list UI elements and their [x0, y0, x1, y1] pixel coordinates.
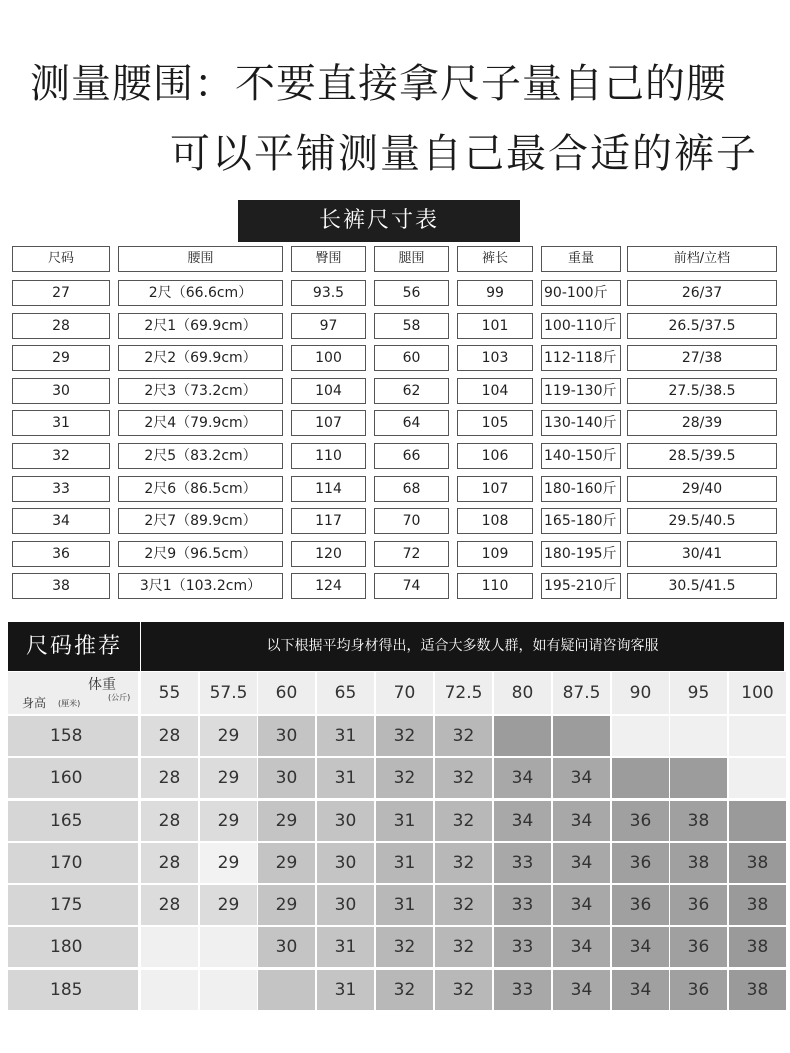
recommended-size-cell: 34 — [553, 885, 610, 925]
size-cell-length: 101 — [457, 313, 533, 339]
size-cell-weight: 140-150斤 — [541, 443, 621, 469]
size-cell-thigh: 72 — [374, 541, 449, 567]
recommended-size-cell: 32 — [435, 970, 492, 1010]
recommended-size-cell: 36 — [612, 843, 669, 883]
recommended-size-cell: 34 — [494, 801, 551, 841]
size-cell-size: 27 — [12, 280, 110, 306]
recommended-size-cell — [729, 716, 786, 756]
recommended-size-cell: 38 — [729, 885, 786, 925]
recommended-size-cell: 32 — [376, 970, 433, 1010]
size-cell-hip: 120 — [291, 541, 366, 567]
recommended-size-cell — [612, 716, 669, 756]
size-cell-size: 32 — [12, 443, 110, 469]
size-cell-size: 34 — [12, 508, 110, 534]
size-cell-size: 38 — [12, 573, 110, 599]
size-cell-waist: 3尺1（103.2cm） — [118, 573, 283, 599]
size-cell-weight: 112-118斤 — [541, 345, 621, 371]
recommended-size-cell: 32 — [435, 885, 492, 925]
recommended-size-cell: 30 — [258, 758, 315, 798]
weight-column-header: 80 — [494, 672, 551, 714]
recommended-size-cell: 33 — [494, 885, 551, 925]
recommended-size-cell: 38 — [729, 970, 786, 1010]
recommended-size-cell: 29 — [200, 758, 257, 798]
recommended-size-cell: 38 — [729, 927, 786, 967]
size-cell-rise: 30/41 — [627, 541, 777, 567]
recommended-size-cell: 36 — [612, 885, 669, 925]
recommended-size-cell — [729, 801, 786, 841]
size-cell-hip: 97 — [291, 313, 366, 339]
recommended-size-cell: 34 — [553, 843, 610, 883]
recommended-size-cell: 36 — [612, 801, 669, 841]
size-cell-weight: 165-180斤 — [541, 508, 621, 534]
recommended-size-cell: 32 — [435, 843, 492, 883]
recommended-size-cell: 28 — [141, 885, 198, 925]
size-cell-hip: 100 — [291, 345, 366, 371]
size-cell-waist: 2尺6（86.5cm） — [118, 476, 283, 502]
recommended-size-cell: 29 — [200, 801, 257, 841]
size-cell-rise: 28/39 — [627, 410, 777, 436]
size-cell-length: 99 — [457, 280, 533, 306]
recommended-size-cell: 36 — [670, 970, 727, 1010]
weight-column-header: 57.5 — [200, 672, 257, 714]
size-cell-weight: 90-100斤 — [541, 280, 621, 306]
recommended-size-cell: 34 — [553, 758, 610, 798]
recommended-size-cell: 33 — [494, 927, 551, 967]
recommended-size-cell: 28 — [141, 758, 198, 798]
recommended-size-cell: 32 — [376, 927, 433, 967]
size-cell-rise: 27.5/38.5 — [627, 378, 777, 404]
size-cell-hip: 110 — [291, 443, 366, 469]
size-cell-rise: 26.5/37.5 — [627, 313, 777, 339]
size-cell-waist: 2尺（66.6cm） — [118, 280, 283, 306]
size-header-length: 裤长 — [457, 246, 533, 272]
size-cell-size: 33 — [12, 476, 110, 502]
size-recommend-note: 以下根据平均身材得出，适合大多数人群，如有疑问请咨询客服 — [141, 622, 784, 671]
weight-column-header: 70 — [376, 672, 433, 714]
recommended-size-cell: 31 — [376, 801, 433, 841]
recommended-size-cell: 32 — [376, 758, 433, 798]
recommended-size-cell: 29 — [200, 716, 257, 756]
weight-unit-label: (公斤) — [108, 693, 131, 702]
size-cell-thigh: 70 — [374, 508, 449, 534]
size-cell-hip: 104 — [291, 378, 366, 404]
recommended-size-cell: 30 — [317, 801, 374, 841]
size-cell-length: 104 — [457, 378, 533, 404]
recommended-size-cell: 36 — [670, 927, 727, 967]
recommended-size-cell: 30 — [258, 927, 315, 967]
recommended-size-cell: 34 — [612, 927, 669, 967]
weight-column-header: 87.5 — [553, 672, 610, 714]
recommended-size-cell — [670, 716, 727, 756]
size-cell-size: 31 — [12, 410, 110, 436]
size-cell-weight: 130-140斤 — [541, 410, 621, 436]
size-cell-size: 36 — [12, 541, 110, 567]
size-header-size: 尺码 — [12, 246, 110, 272]
recommended-size-cell: 36 — [670, 885, 727, 925]
size-header-weight: 重量 — [541, 246, 621, 272]
size-cell-thigh: 60 — [374, 345, 449, 371]
recommended-size-cell: 29 — [258, 885, 315, 925]
size-cell-rise: 30.5/41.5 — [627, 573, 777, 599]
size-cell-size: 28 — [12, 313, 110, 339]
height-row-header: 160 — [8, 758, 138, 798]
size-cell-waist: 2尺2（69.9cm） — [118, 345, 283, 371]
size-cell-rise: 29/40 — [627, 476, 777, 502]
size-cell-length: 105 — [457, 410, 533, 436]
headline-flat-measure-tip: 可以平铺测量自己最合适的裤子 — [170, 131, 758, 177]
weight-axis-label: 体重 — [88, 677, 116, 693]
recommended-size-cell: 32 — [435, 801, 492, 841]
size-recommend-title: 尺码推荐 — [8, 622, 140, 671]
recommended-size-cell — [258, 970, 315, 1010]
size-cell-rise: 28.5/39.5 — [627, 443, 777, 469]
size-cell-thigh: 64 — [374, 410, 449, 436]
size-cell-size: 29 — [12, 345, 110, 371]
size-cell-weight: 119-130斤 — [541, 378, 621, 404]
weight-column-header: 60 — [258, 672, 315, 714]
recommended-size-cell — [141, 970, 198, 1010]
weight-column-header: 72.5 — [435, 672, 492, 714]
recommended-size-cell: 38 — [670, 801, 727, 841]
recommended-size-cell: 31 — [317, 758, 374, 798]
height-row-header: 180 — [8, 927, 138, 967]
recommended-size-cell: 28 — [141, 716, 198, 756]
recommended-size-cell: 31 — [317, 970, 374, 1010]
recommended-size-cell: 28 — [141, 843, 198, 883]
size-cell-length: 110 — [457, 573, 533, 599]
height-row-header: 165 — [8, 801, 138, 841]
recommended-size-cell: 29 — [258, 801, 315, 841]
recommended-size-cell: 29 — [200, 885, 257, 925]
headline-waist-tip: 测量腰围：不要直接拿尺子量自己的腰 — [30, 61, 727, 107]
weight-column-header: 100 — [729, 672, 786, 714]
size-cell-size: 30 — [12, 378, 110, 404]
recommended-size-cell: 31 — [317, 716, 374, 756]
recommended-size-cell: 38 — [729, 843, 786, 883]
recommended-size-cell — [729, 758, 786, 798]
height-row-header: 158 — [8, 716, 138, 756]
size-cell-thigh: 74 — [374, 573, 449, 599]
recommended-size-cell: 32 — [435, 716, 492, 756]
recommended-size-cell: 33 — [494, 843, 551, 883]
weight-column-header: 95 — [670, 672, 727, 714]
size-cell-thigh: 66 — [374, 443, 449, 469]
recommended-size-cell: 34 — [553, 970, 610, 1010]
size-cell-hip: 93.5 — [291, 280, 366, 306]
height-row-header: 170 — [8, 843, 138, 883]
size-cell-thigh: 62 — [374, 378, 449, 404]
recommended-size-cell: 28 — [141, 801, 198, 841]
recommended-size-cell — [200, 970, 257, 1010]
recommended-size-cell: 34 — [553, 801, 610, 841]
height-row-header: 175 — [8, 885, 138, 925]
size-cell-thigh: 68 — [374, 476, 449, 502]
size-cell-hip: 124 — [291, 573, 366, 599]
height-axis-label: 身高 — [22, 696, 47, 710]
recommended-size-cell: 29 — [258, 843, 315, 883]
size-cell-length: 107 — [457, 476, 533, 502]
recommended-size-cell: 29 — [200, 843, 257, 883]
size-cell-waist: 2尺7（89.9cm） — [118, 508, 283, 534]
size-cell-waist: 2尺4（79.9cm） — [118, 410, 283, 436]
size-cell-thigh: 58 — [374, 313, 449, 339]
recommended-size-cell: 30 — [258, 716, 315, 756]
recommended-size-cell: 30 — [317, 843, 374, 883]
recommended-size-cell: 31 — [376, 843, 433, 883]
size-cell-thigh: 56 — [374, 280, 449, 306]
size-cell-rise: 27/38 — [627, 345, 777, 371]
recommended-size-cell: 31 — [376, 885, 433, 925]
size-cell-hip: 114 — [291, 476, 366, 502]
size-cell-hip: 117 — [291, 508, 366, 534]
recommended-size-cell: 32 — [435, 927, 492, 967]
height-unit-label: (厘米) — [58, 699, 81, 708]
recommended-size-cell — [670, 758, 727, 798]
size-cell-length: 109 — [457, 541, 533, 567]
recommended-size-cell: 32 — [376, 716, 433, 756]
size-cell-rise: 29.5/40.5 — [627, 508, 777, 534]
size-cell-weight: 195-210斤 — [541, 573, 621, 599]
size-cell-rise: 26/37 — [627, 280, 777, 306]
size-header-rise: 前档/立档 — [627, 246, 777, 272]
recommended-size-cell: 30 — [317, 885, 374, 925]
recommended-size-cell: 32 — [435, 758, 492, 798]
size-cell-length: 108 — [457, 508, 533, 534]
size-cell-length: 103 — [457, 345, 533, 371]
size-cell-weight: 180-160斤 — [541, 476, 621, 502]
recommended-size-cell: 33 — [494, 970, 551, 1010]
height-row-header: 185 — [8, 970, 138, 1010]
recommended-size-cell — [494, 716, 551, 756]
recommend-corner-header — [8, 672, 138, 714]
recommended-size-cell: 34 — [553, 927, 610, 967]
size-cell-weight: 180-195斤 — [541, 541, 621, 567]
size-cell-waist: 2尺3（73.2cm） — [118, 378, 283, 404]
size-cell-hip: 107 — [291, 410, 366, 436]
weight-column-header: 55 — [141, 672, 198, 714]
size-cell-waist: 2尺9（96.5cm） — [118, 541, 283, 567]
size-cell-waist: 2尺1（69.9cm） — [118, 313, 283, 339]
recommended-size-cell: 38 — [670, 843, 727, 883]
size-header-thigh: 腿围 — [374, 246, 449, 272]
recommended-size-cell — [612, 758, 669, 798]
size-chart-title: 长裤尺寸表 — [238, 200, 520, 242]
size-cell-weight: 100-110斤 — [541, 313, 621, 339]
recommended-size-cell — [141, 927, 198, 967]
size-cell-length: 106 — [457, 443, 533, 469]
recommended-size-cell: 31 — [317, 927, 374, 967]
size-header-waist: 腰围 — [118, 246, 283, 272]
size-header-hip: 臀围 — [291, 246, 366, 272]
weight-column-header: 65 — [317, 672, 374, 714]
recommended-size-cell — [553, 716, 610, 756]
size-cell-waist: 2尺5（83.2cm） — [118, 443, 283, 469]
weight-column-header: 90 — [612, 672, 669, 714]
recommended-size-cell: 34 — [612, 970, 669, 1010]
recommended-size-cell — [200, 927, 257, 967]
recommended-size-cell: 34 — [494, 758, 551, 798]
